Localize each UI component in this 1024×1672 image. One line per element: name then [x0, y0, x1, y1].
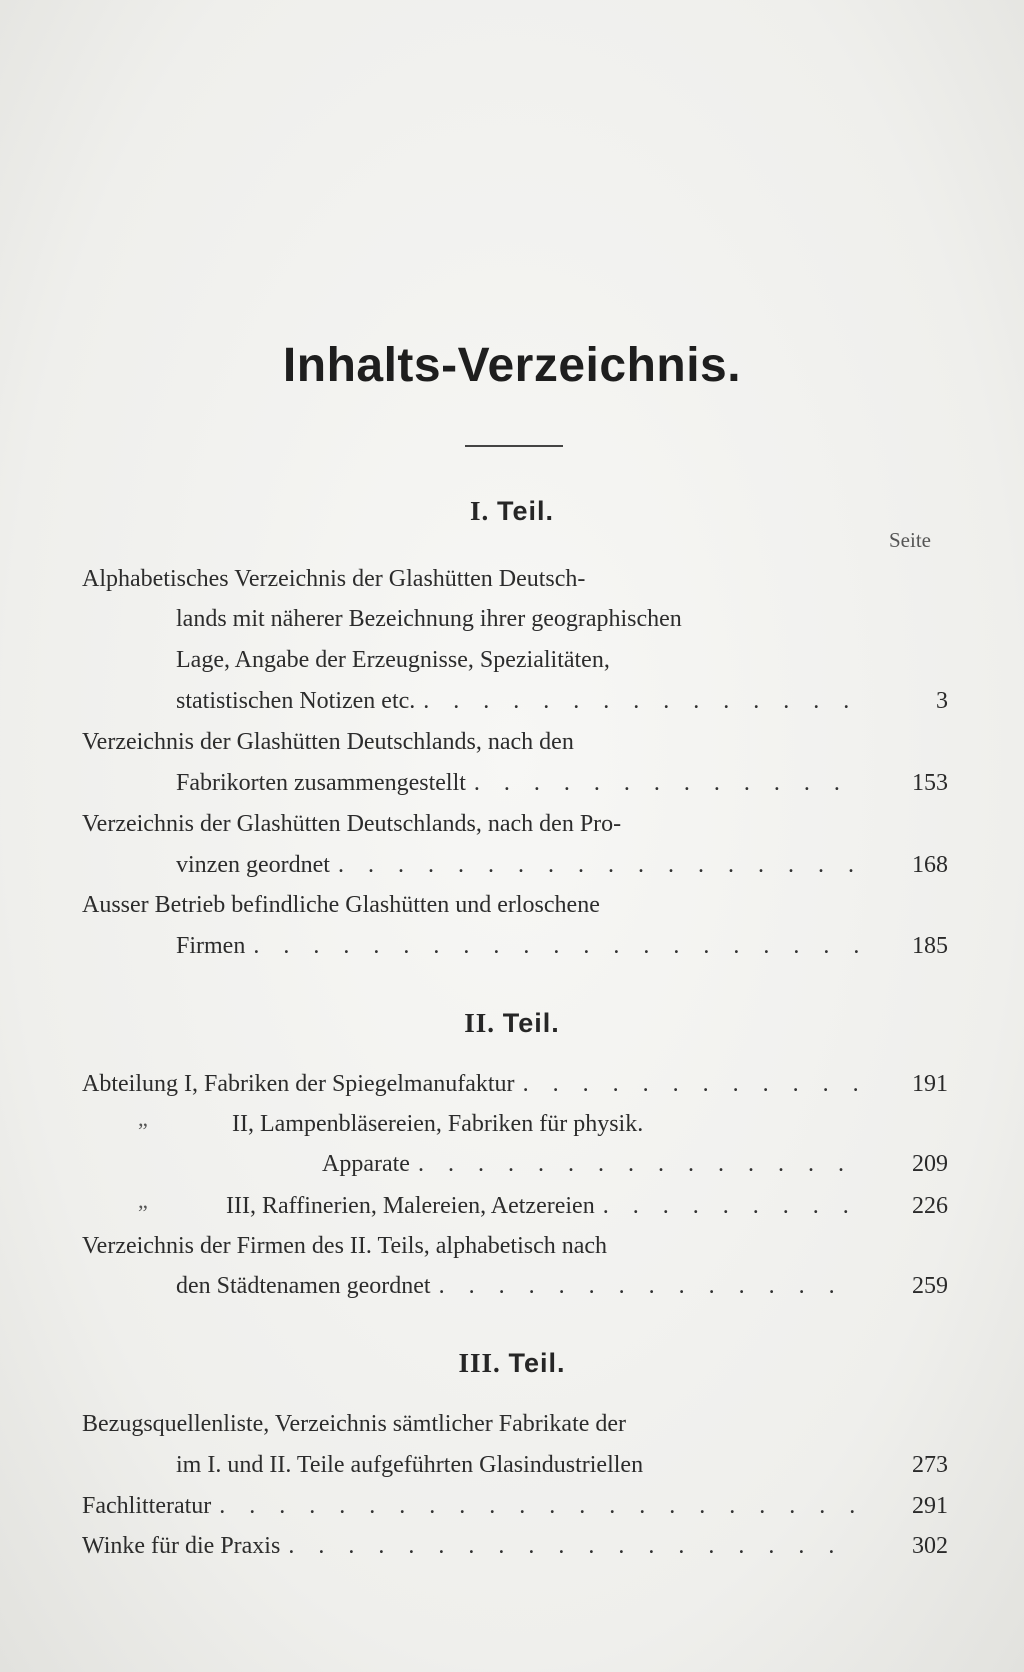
toc-text: II, Lampenbläsereien, Fabriken für physik. — [232, 1111, 644, 1137]
page-number: 291 — [912, 1493, 948, 1519]
page-number: 273 — [912, 1452, 948, 1478]
toc-line — [82, 1066, 868, 1102]
page-number: 259 — [912, 1273, 948, 1299]
page-number: 191 — [912, 1071, 948, 1097]
page-number: 209 — [912, 1151, 948, 1177]
toc-text: Winke für die Praxis — [82, 1533, 281, 1559]
toc-text: Alphabetisches Verzeichnis der Glashütten Deutsch- — [82, 566, 586, 592]
ditto-mark: „ — [138, 1188, 148, 1213]
ditto-mark: „ — [138, 1106, 148, 1131]
part-heading-2 — [0, 1008, 1024, 1039]
part-heading-1 — [0, 496, 1024, 527]
toc-text: vinzen geordnet — [176, 852, 330, 878]
toc-text: Verzeichnis der Glashütten Deutschlands, nach den Pro- — [82, 811, 622, 837]
dot-leader — [523, 1066, 860, 1102]
dot-leader — [219, 1488, 860, 1524]
toc-text: Verzeichnis der Firmen des II. Teils, alphabetisch nach — [82, 1233, 608, 1259]
dot-leader — [418, 1146, 860, 1182]
part-number: II. — [464, 1008, 495, 1038]
dot-leader — [423, 683, 860, 719]
toc-text: Bezugsquellenliste, Verzeichnis sämtlicher Fabrikate der — [82, 1411, 627, 1437]
toc-line — [82, 724, 868, 760]
dot-leader — [474, 765, 860, 801]
toc-text: den Städtenamen geordnet — [176, 1273, 431, 1299]
toc-line — [82, 1528, 868, 1564]
dot-leader — [253, 928, 860, 964]
title-rule — [465, 445, 563, 447]
seite-label: Seite — [889, 528, 931, 552]
page-number: 185 — [912, 933, 948, 959]
toc-line — [322, 1146, 868, 1182]
dot-leader — [439, 1268, 860, 1304]
toc-line — [176, 928, 868, 964]
toc-line — [226, 1188, 868, 1224]
dot-leader — [338, 847, 860, 883]
toc-line — [82, 1228, 868, 1264]
toc-line — [82, 1406, 868, 1442]
page-number: 168 — [912, 852, 948, 878]
toc-line — [176, 1268, 868, 1304]
page-number: 226 — [912, 1193, 948, 1219]
toc-line — [82, 887, 868, 923]
toc-text: Verzeichnis der Glashütten Deutschlands, nach den — [82, 729, 574, 755]
toc-text: Fabrikorten zusammengestellt — [176, 770, 466, 796]
toc-line — [176, 683, 868, 719]
toc-line — [176, 601, 868, 637]
toc-text: Ausser Betrieb befindliche Glashütten und erloschene — [82, 892, 600, 918]
part-word: Teil. — [508, 1348, 566, 1378]
toc-text: III, Raffinerien, Malereien, Aetzereien — [226, 1193, 595, 1219]
part-number: I. — [469, 496, 490, 526]
toc-text: Abteilung I, Fabriken der Spiegelmanufaktur — [82, 1071, 515, 1097]
page-number: 302 — [912, 1533, 948, 1559]
part-heading-3 — [0, 1348, 1024, 1379]
toc-text: Lage, Angabe der Erzeugnisse, Spezialitäten, — [176, 647, 610, 673]
part-number: III. — [458, 1348, 501, 1378]
dot-leader — [288, 1528, 860, 1564]
toc-line — [82, 806, 868, 842]
toc-text: Fachlitteratur — [82, 1493, 212, 1519]
page-number: 153 — [912, 770, 948, 796]
page-title: Inhalts-Verzeichnis. — [282, 339, 742, 392]
toc-line — [232, 1106, 868, 1142]
toc-text: im I. und II. Teile aufgeführten Glasindustriellen — [176, 1452, 644, 1478]
toc-line — [176, 1447, 868, 1483]
toc-line — [176, 847, 868, 883]
toc-text: statistischen Notizen etc. — [176, 688, 416, 714]
dot-leader — [603, 1188, 860, 1224]
toc-line — [176, 765, 868, 801]
toc-line — [82, 561, 868, 597]
toc-text: Apparate — [322, 1151, 410, 1177]
toc-text: Firmen — [176, 933, 246, 959]
toc-line — [82, 1488, 868, 1524]
toc-line — [176, 642, 868, 678]
part-word: Teil. — [502, 1008, 560, 1038]
page-number: 3 — [936, 688, 948, 714]
toc-text: lands mit näherer Bezeichnung ihrer geographischen — [176, 606, 682, 632]
part-word: Teil. — [497, 496, 555, 526]
